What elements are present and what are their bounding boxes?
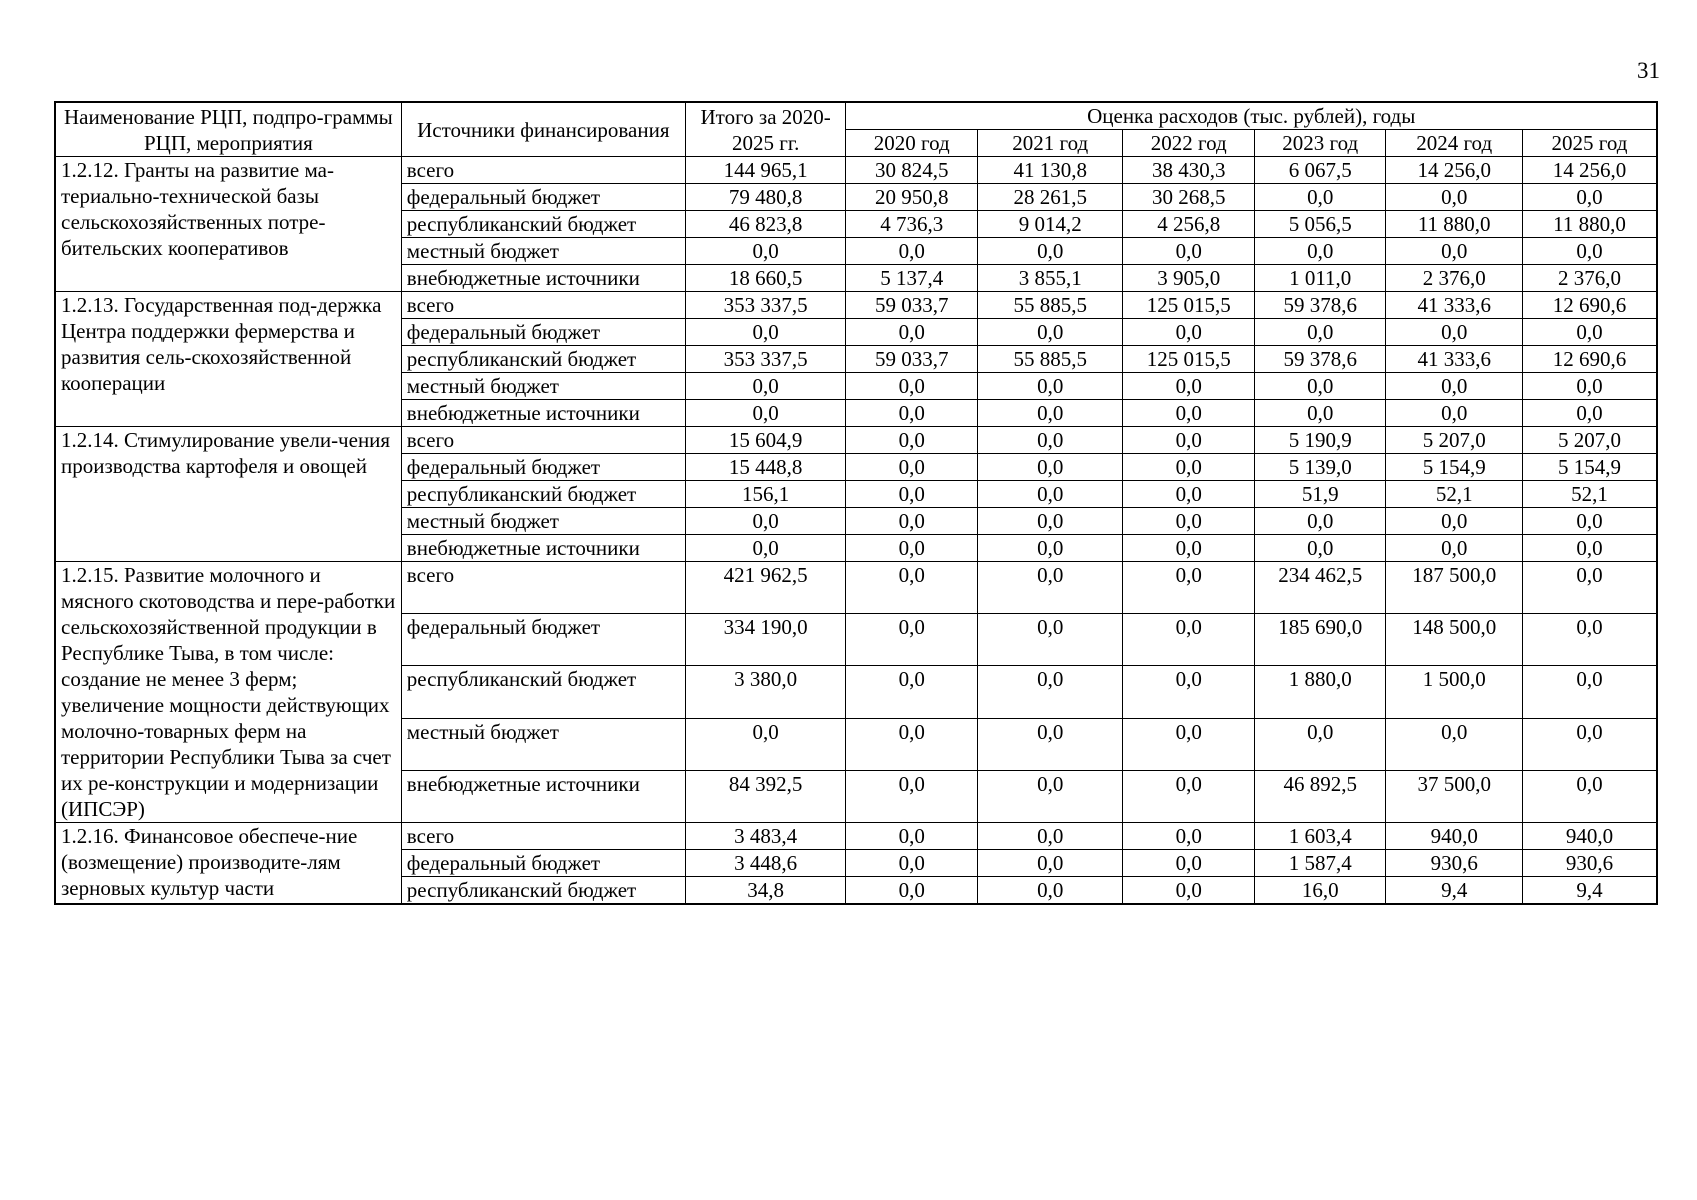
header-year: 2021 год <box>977 130 1123 157</box>
year-value: 5 207,0 <box>1522 427 1657 454</box>
year-value: 14 256,0 <box>1522 157 1657 184</box>
year-value: 12 690,6 <box>1522 346 1657 373</box>
year-value: 0,0 <box>846 718 977 770</box>
year-value: 0,0 <box>1123 508 1254 535</box>
measure-name: 1.2.16. Финансовое обеспече-ние (возмещение) производите-лям зерновых культур части <box>55 823 401 905</box>
table-row <box>55 562 1657 614</box>
year-value: 2 376,0 <box>1522 265 1657 292</box>
year-value: 0,0 <box>1123 481 1254 508</box>
year-value: 0,0 <box>1522 373 1657 400</box>
year-value: 59 033,7 <box>846 292 977 319</box>
year-value: 125 015,5 <box>1123 292 1254 319</box>
year-value: 59 033,7 <box>846 346 977 373</box>
funding-source: всего <box>401 427 685 454</box>
total-value: 0,0 <box>685 373 846 400</box>
year-value: 37 500,0 <box>1386 770 1523 822</box>
year-value: 0,0 <box>1522 535 1657 562</box>
funding-source: внебюджетные источники <box>401 400 685 427</box>
funding-source: местный бюджет <box>401 238 685 265</box>
year-value: 28 261,5 <box>977 184 1123 211</box>
measure-name: 1.2.14. Стимулирование увели-чения производства картофеля и овощей <box>55 427 401 562</box>
year-value: 0,0 <box>977 877 1123 905</box>
year-value: 9,4 <box>1386 877 1523 905</box>
year-value: 0,0 <box>1386 508 1523 535</box>
table-body <box>55 157 1657 905</box>
year-value: 1 880,0 <box>1254 666 1385 718</box>
year-value: 930,6 <box>1522 850 1657 877</box>
total-value: 0,0 <box>685 238 846 265</box>
year-value: 0,0 <box>1123 238 1254 265</box>
total-value: 0,0 <box>685 319 846 346</box>
year-value: 14 256,0 <box>1386 157 1523 184</box>
year-value: 30 268,5 <box>1123 184 1254 211</box>
table-row <box>55 292 1657 319</box>
year-value: 0,0 <box>1123 823 1254 850</box>
year-value: 0,0 <box>977 400 1123 427</box>
year-value: 3 855,1 <box>977 265 1123 292</box>
year-value: 0,0 <box>1123 535 1254 562</box>
year-value: 148 500,0 <box>1386 614 1523 666</box>
year-value: 0,0 <box>1254 535 1385 562</box>
year-value: 0,0 <box>977 666 1123 718</box>
table-row <box>55 427 1657 454</box>
year-value: 5 056,5 <box>1254 211 1385 238</box>
year-value: 0,0 <box>846 481 977 508</box>
year-value: 0,0 <box>1123 614 1254 666</box>
year-value: 0,0 <box>846 508 977 535</box>
year-value: 1 587,4 <box>1254 850 1385 877</box>
year-value: 0,0 <box>977 238 1123 265</box>
year-value: 125 015,5 <box>1123 346 1254 373</box>
year-value: 3 905,0 <box>1123 265 1254 292</box>
year-value: 0,0 <box>1522 770 1657 822</box>
year-value: 9,4 <box>1522 877 1657 905</box>
funding-source: всего <box>401 157 685 184</box>
year-value: 0,0 <box>977 823 1123 850</box>
year-value: 0,0 <box>1386 319 1523 346</box>
year-value: 0,0 <box>1254 319 1385 346</box>
total-value: 421 962,5 <box>685 562 846 614</box>
total-value: 34,8 <box>685 877 846 905</box>
funding-source: внебюджетные источники <box>401 770 685 822</box>
header-year: 2024 год <box>1386 130 1523 157</box>
funding-source: всего <box>401 562 685 614</box>
measure-name: 1.2.15. Развитие молочного и мясного скотоводства и пере-работки сельскохозяйственной продукции в Республике Тыва, в том числе: создание не менее 3 ферм; увеличение мощности действующих молочно-товарных ферм на территории Республики Тыва за счет их ре-конструкции и модернизации (ИПСЭР) <box>55 562 401 823</box>
year-value: 0,0 <box>1123 373 1254 400</box>
year-value: 6 067,5 <box>1254 157 1385 184</box>
year-value: 38 430,3 <box>1123 157 1254 184</box>
year-value: 0,0 <box>1123 454 1254 481</box>
year-value: 5 207,0 <box>1386 427 1523 454</box>
year-value: 2 376,0 <box>1386 265 1523 292</box>
year-value: 0,0 <box>1522 508 1657 535</box>
total-value: 3 483,4 <box>685 823 846 850</box>
year-value: 0,0 <box>977 481 1123 508</box>
funding-source: республиканский бюджет <box>401 666 685 718</box>
total-value: 0,0 <box>685 400 846 427</box>
year-value: 0,0 <box>977 373 1123 400</box>
header-estimate: Оценка расходов (тыс. рублей), годы <box>846 102 1657 130</box>
year-value: 0,0 <box>1123 770 1254 822</box>
header-source: Источники финансирования <box>401 102 685 157</box>
year-value: 0,0 <box>846 823 977 850</box>
year-value: 11 880,0 <box>1386 211 1523 238</box>
year-value: 187 500,0 <box>1386 562 1523 614</box>
year-value: 0,0 <box>846 666 977 718</box>
total-value: 79 480,8 <box>685 184 846 211</box>
year-value: 52,1 <box>1522 481 1657 508</box>
funding-source: всего <box>401 823 685 850</box>
year-value: 5 137,4 <box>846 265 977 292</box>
year-value: 0,0 <box>1123 877 1254 905</box>
year-value: 59 378,6 <box>1254 292 1385 319</box>
year-value: 0,0 <box>977 718 1123 770</box>
year-value: 234 462,5 <box>1254 562 1385 614</box>
funding-source: местный бюджет <box>401 508 685 535</box>
year-value: 0,0 <box>977 454 1123 481</box>
total-value: 46 823,8 <box>685 211 846 238</box>
year-value: 0,0 <box>1123 562 1254 614</box>
year-value: 0,0 <box>1522 319 1657 346</box>
header-year: 2020 год <box>846 130 977 157</box>
total-value: 144 965,1 <box>685 157 846 184</box>
total-value: 334 190,0 <box>685 614 846 666</box>
year-value: 0,0 <box>846 614 977 666</box>
total-value: 3 448,6 <box>685 850 846 877</box>
year-value: 52,1 <box>1386 481 1523 508</box>
year-value: 0,0 <box>1254 373 1385 400</box>
total-value: 353 337,5 <box>685 346 846 373</box>
year-value: 0,0 <box>1522 238 1657 265</box>
funding-source: федеральный бюджет <box>401 614 685 666</box>
year-value: 1 500,0 <box>1386 666 1523 718</box>
measure-name: 1.2.12. Гранты на развитие ма-териально-технической базы сельскохозяйственных потре-бительских кооперативов <box>55 157 401 292</box>
year-value: 41 130,8 <box>977 157 1123 184</box>
year-value: 59 378,6 <box>1254 346 1385 373</box>
year-value: 0,0 <box>977 562 1123 614</box>
year-value: 0,0 <box>846 427 977 454</box>
total-value: 18 660,5 <box>685 265 846 292</box>
year-value: 0,0 <box>1386 373 1523 400</box>
year-value: 1 011,0 <box>1254 265 1385 292</box>
year-value: 0,0 <box>977 508 1123 535</box>
funding-source: республиканский бюджет <box>401 211 685 238</box>
funding-source: федеральный бюджет <box>401 319 685 346</box>
year-value: 0,0 <box>846 770 977 822</box>
year-value: 0,0 <box>1254 400 1385 427</box>
year-value: 0,0 <box>1123 850 1254 877</box>
funding-source: федеральный бюджет <box>401 454 685 481</box>
funding-source: местный бюджет <box>401 718 685 770</box>
year-value: 5 154,9 <box>1386 454 1523 481</box>
year-value: 0,0 <box>1522 666 1657 718</box>
funding-source: внебюджетные источники <box>401 265 685 292</box>
total-value: 0,0 <box>685 535 846 562</box>
year-value: 0,0 <box>846 400 977 427</box>
total-value: 3 380,0 <box>685 666 846 718</box>
funding-source: республиканский бюджет <box>401 481 685 508</box>
year-value: 16,0 <box>1254 877 1385 905</box>
header-total: Итого за 2020-2025 гг. <box>685 102 846 157</box>
year-value: 5 154,9 <box>1522 454 1657 481</box>
year-value: 0,0 <box>1386 718 1523 770</box>
year-value: 0,0 <box>977 614 1123 666</box>
year-value: 0,0 <box>1254 184 1385 211</box>
year-value: 4 736,3 <box>846 211 977 238</box>
year-value: 0,0 <box>846 454 977 481</box>
year-value: 0,0 <box>846 877 977 905</box>
year-value: 0,0 <box>1386 400 1523 427</box>
table-row <box>55 157 1657 184</box>
year-value: 0,0 <box>1386 184 1523 211</box>
year-value: 0,0 <box>1123 666 1254 718</box>
measure-name: 1.2.13. Государственная под-держка Центра поддержки фермерства и развития сель-скохозяйственной кооперации <box>55 292 401 427</box>
funding-source: внебюджетные источники <box>401 535 685 562</box>
year-value: 0,0 <box>1123 718 1254 770</box>
year-value: 0,0 <box>846 850 977 877</box>
year-value: 0,0 <box>1522 562 1657 614</box>
year-value: 41 333,6 <box>1386 292 1523 319</box>
table-header <box>55 102 1657 157</box>
year-value: 51,9 <box>1254 481 1385 508</box>
year-value: 0,0 <box>977 319 1123 346</box>
year-value: 41 333,6 <box>1386 346 1523 373</box>
year-value: 55 885,5 <box>977 292 1123 319</box>
year-value: 0,0 <box>1386 238 1523 265</box>
year-value: 930,6 <box>1386 850 1523 877</box>
year-value: 0,0 <box>1522 400 1657 427</box>
year-value: 0,0 <box>846 535 977 562</box>
funding-source: республиканский бюджет <box>401 346 685 373</box>
total-value: 15 448,8 <box>685 454 846 481</box>
funding-source: федеральный бюджет <box>401 184 685 211</box>
table-row <box>55 823 1657 850</box>
funding-source: республиканский бюджет <box>401 877 685 905</box>
year-value: 5 139,0 <box>1254 454 1385 481</box>
total-value: 156,1 <box>685 481 846 508</box>
year-value: 0,0 <box>846 373 977 400</box>
year-value: 5 190,9 <box>1254 427 1385 454</box>
year-value: 20 950,8 <box>846 184 977 211</box>
header-year: 2023 год <box>1254 130 1385 157</box>
page-number: 31 <box>1637 58 1660 83</box>
year-value: 55 885,5 <box>977 346 1123 373</box>
funding-source: федеральный бюджет <box>401 850 685 877</box>
year-value: 0,0 <box>1522 718 1657 770</box>
year-value: 0,0 <box>1123 400 1254 427</box>
budget-table <box>54 101 1658 905</box>
year-value: 0,0 <box>977 770 1123 822</box>
year-value: 46 892,5 <box>1254 770 1385 822</box>
year-value: 940,0 <box>1386 823 1523 850</box>
year-value: 0,0 <box>1123 427 1254 454</box>
header-name: Наименование РЦП, подпро-граммы РЦП, мероприятия <box>55 102 401 157</box>
year-value: 0,0 <box>977 850 1123 877</box>
year-value: 0,0 <box>846 319 977 346</box>
year-value: 1 603,4 <box>1254 823 1385 850</box>
year-value: 0,0 <box>1522 184 1657 211</box>
year-value: 0,0 <box>846 238 977 265</box>
funding-source: местный бюджет <box>401 373 685 400</box>
year-value: 12 690,6 <box>1522 292 1657 319</box>
total-value: 353 337,5 <box>685 292 846 319</box>
year-value: 940,0 <box>1522 823 1657 850</box>
year-value: 0,0 <box>1386 535 1523 562</box>
total-value: 15 604,9 <box>685 427 846 454</box>
year-value: 0,0 <box>1522 614 1657 666</box>
header-year: 2022 год <box>1123 130 1254 157</box>
year-value: 0,0 <box>1123 319 1254 346</box>
funding-source: всего <box>401 292 685 319</box>
year-value: 0,0 <box>1254 508 1385 535</box>
year-value: 0,0 <box>1254 718 1385 770</box>
year-value: 30 824,5 <box>846 157 977 184</box>
year-value: 11 880,0 <box>1522 211 1657 238</box>
total-value: 0,0 <box>685 508 846 535</box>
header-year: 2025 год <box>1522 130 1657 157</box>
total-value: 0,0 <box>685 718 846 770</box>
year-value: 0,0 <box>1254 238 1385 265</box>
year-value: 4 256,8 <box>1123 211 1254 238</box>
year-value: 0,0 <box>977 427 1123 454</box>
year-value: 0,0 <box>846 562 977 614</box>
total-value: 84 392,5 <box>685 770 846 822</box>
year-value: 185 690,0 <box>1254 614 1385 666</box>
year-value: 9 014,2 <box>977 211 1123 238</box>
year-value: 0,0 <box>977 535 1123 562</box>
